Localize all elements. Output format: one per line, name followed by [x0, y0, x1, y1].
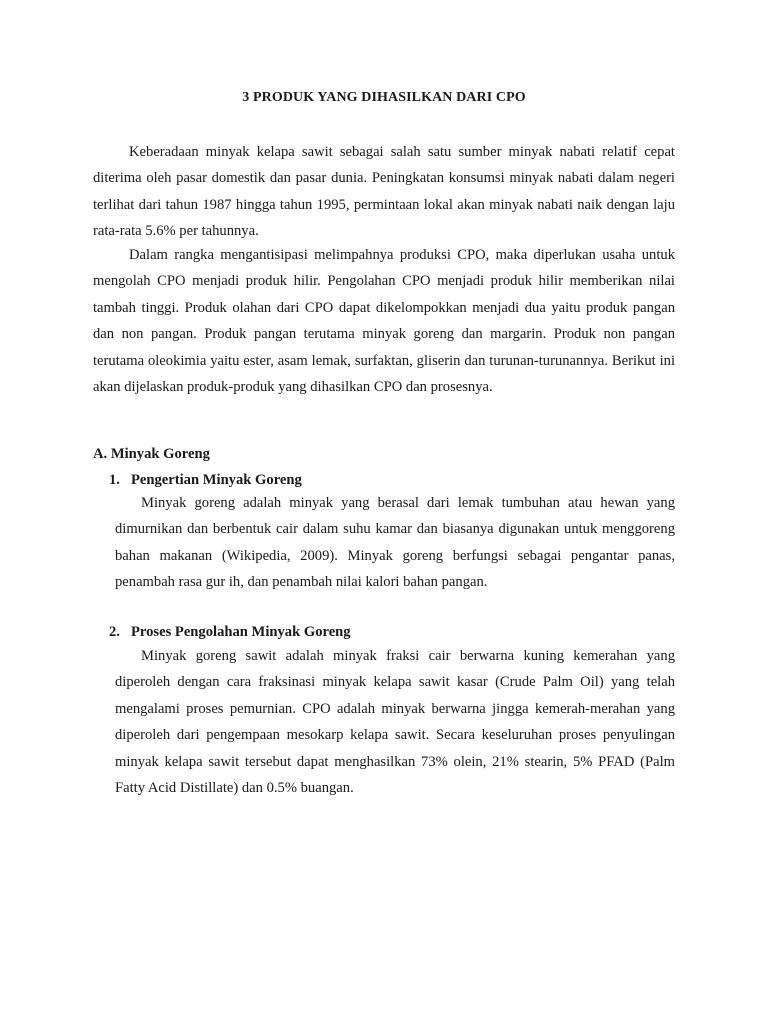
subsection-1-heading	[109, 469, 302, 491]
page-title: 3 PRODUK YANG DIHASILKAN DARI CPO	[242, 90, 526, 105]
subsection-2-title: Proses Pengolahan Minyak Goreng	[131, 624, 351, 640]
document-page	[93, 0, 675, 1024]
intro-paragraph-2: Dalam rangka mengantisipasi melimpahnya produksi CPO, maka diperlukan usaha untuk mengolah CPO menjadi produk hilir. Pengolahan CPO menjadi produk hilir memberikan nilai tambah tinggi. Produk olahan dari CPO dapat dikelompokkan menjadi dua yaitu produk pangan dan non pangan. Produk pangan terutama minyak goreng dan margarin. Produk non pangan terutama oleokimia yaitu ester, asam lemak, surfaktan, gliserin dan turunan-turunannya. Berikut ini akan dijelaskan produk-produk yang dihasilkan CPO dan prosesnya.	[93, 247, 675, 396]
subsection-1-paragraph: Minyak goreng adalah minyak yang berasal dari lemak tumbuhan atau hewan yang dimurnikan dan berbentuk cair dalam suhu kamar dan biasanya digunakan untuk menggoreng bahan makanan (Wikipedia, 2009). Minyak goreng berfungsi sebagai pengantar panas, penambah rasa gur ih, dan penambah nilai kalori bahan pangan.	[115, 495, 675, 591]
section-a-heading: A. Minyak Goreng	[93, 446, 210, 462]
subsection-1-title: Pengertian Minyak Goreng	[131, 472, 302, 488]
subsection-2-paragraph: Minyak goreng sawit adalah minyak fraksi cair berwarna kuning kemerahan yang diperoleh dengan cara fraksinasi minyak kelapa sawit kasar (Crude Palm Oil) yang telah mengalami proses pemurnian. CPO adalah minyak berwarna jingga kemerah-merahan yang diperoleh dari pengempaan mesokarp kelapa sawit. Secara keseluruhan proses penyulingan minyak kelapa sawit tersebut dapat menghasilkan 73% olein, 21% stearin, 5% PFAD (Palm Fatty Acid Distillate) dan 0.5% buangan.	[115, 648, 675, 797]
subsection-2-number: 2.	[109, 624, 120, 640]
subsection-2-heading	[109, 621, 351, 643]
intro-paragraph-1: Keberadaan minyak kelapa sawit sebagai salah satu sumber minyak nabati relatif cepat diterima oleh pasar domestik dan pasar dunia. Peningkatan konsumsi minyak nabati dalam negeri terlihat dari tahun 1987 hingga tahun 1995, permintaan lokal akan minyak nabati naik dengan laju rata-rata 5.6% per tahunnya.	[93, 144, 675, 240]
subsection-1-number: 1.	[109, 472, 120, 488]
